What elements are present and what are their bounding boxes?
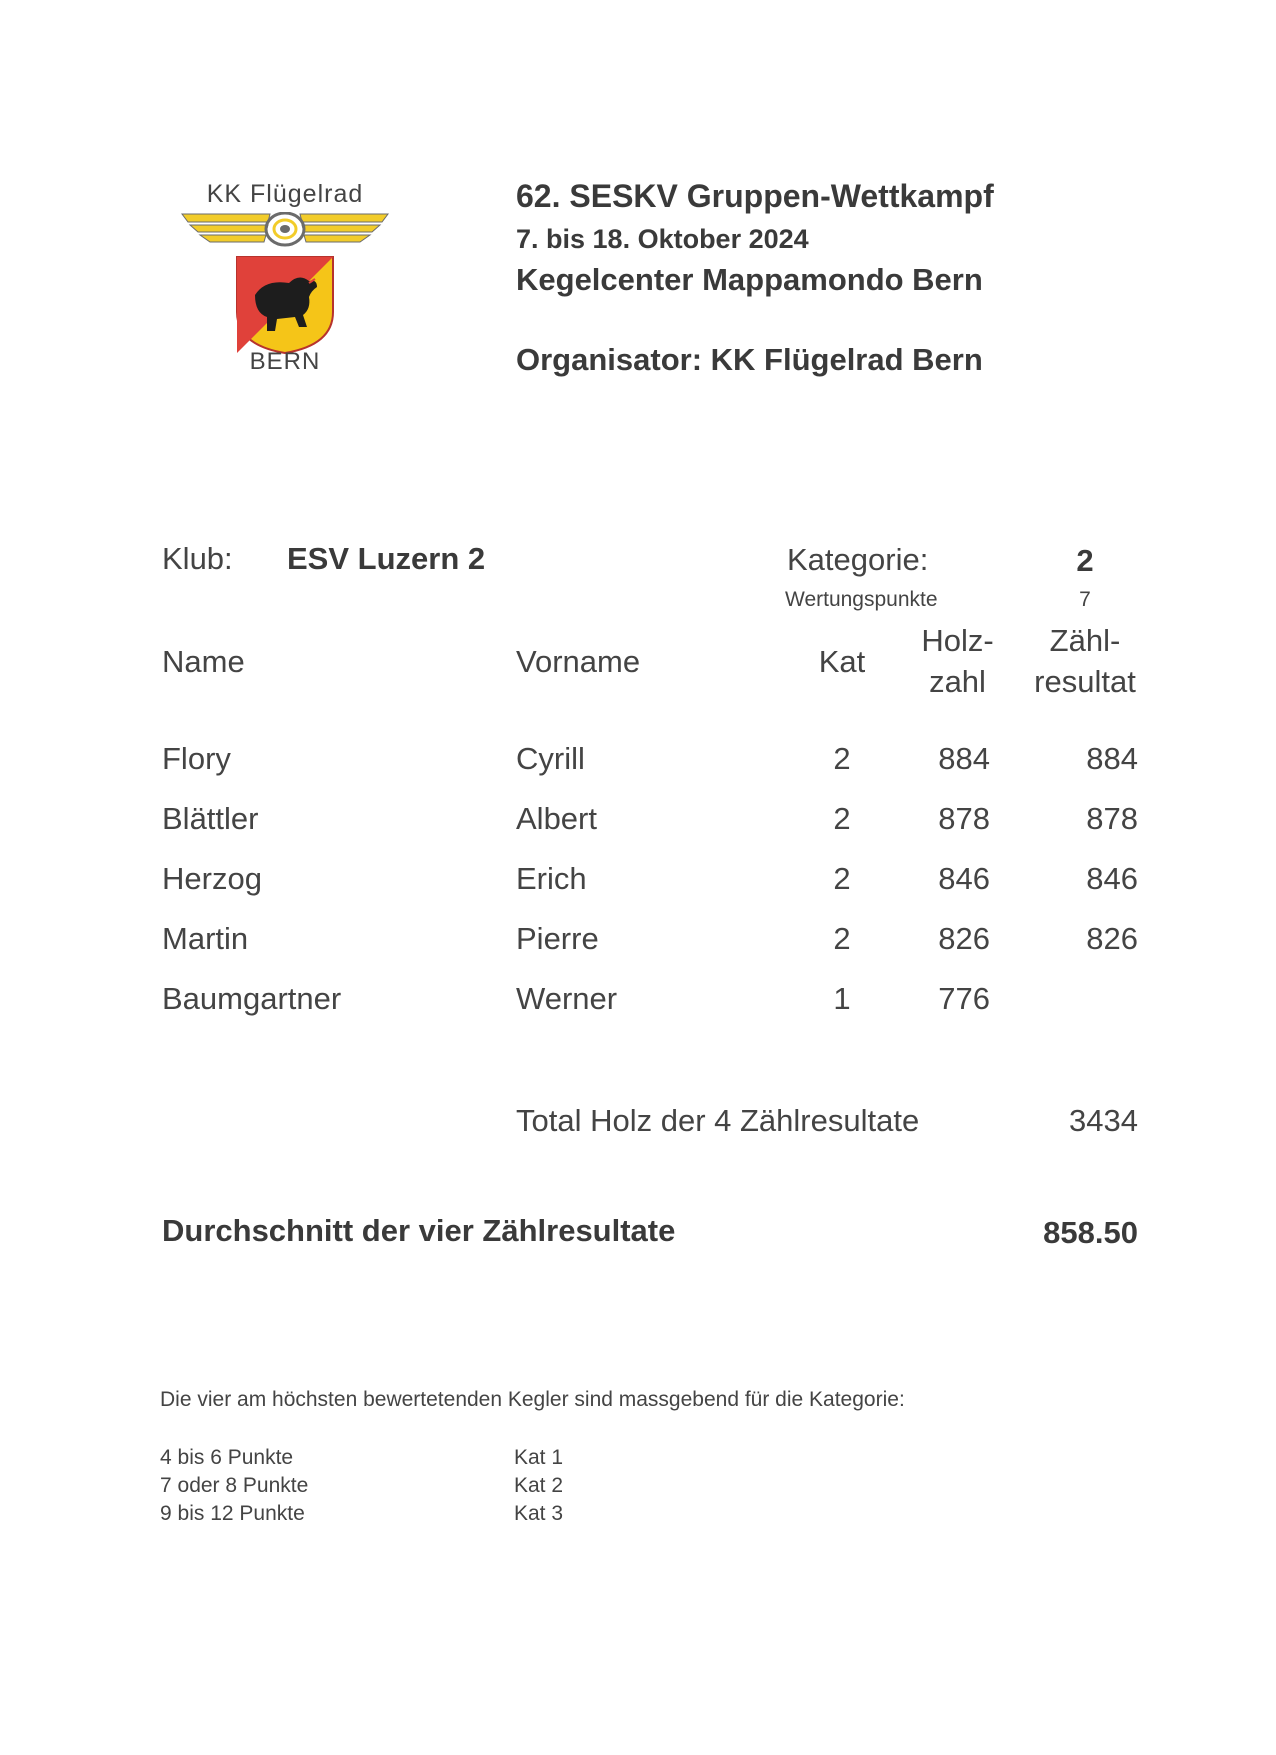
cell-name: Blättler [162,801,259,836]
points-value: 7 [1079,588,1091,611]
header-zaehlresultat-line2: resultat [1034,664,1136,699]
cell-zaehlresultat: 826 [1086,921,1138,956]
table-row [0,981,1276,1021]
category-value: 2 [1076,543,1094,578]
cell-zaehlresultat: 884 [1086,741,1138,776]
cell-holzzahl: 826 [938,921,990,956]
table-row [0,801,1276,841]
club-label: Klub: [162,541,233,576]
rule-kat: Kat 2 [514,1474,564,1497]
cell-kat: 1 [833,981,851,1016]
cell-name: Flory [162,741,231,776]
cell-zaehlresultat: 846 [1086,861,1138,896]
header-holzzahl-line1: Holz- [921,623,994,658]
header-kat: Kat [818,644,866,679]
cell-vorname: Werner [516,981,618,1016]
rule-kat: Kat 3 [514,1502,564,1525]
cell-zaehlresultat: 878 [1086,801,1138,836]
header-holzzahl-line2: zahl [929,664,986,699]
table-row [0,741,1276,781]
cell-holzzahl: 776 [938,981,990,1016]
table-row [0,861,1276,901]
cell-vorname: Pierre [516,921,599,956]
rule-points: 7 oder 8 Punkte [160,1474,309,1497]
cell-name: Martin [162,921,249,956]
event-venue: Kegelcenter Mappamondo Bern [516,262,983,297]
cell-kat: 2 [833,861,851,896]
cell-vorname: Cyrill [516,741,585,776]
total-label: Total Holz der 4 Zählresultate [516,1103,920,1138]
average-value: 858.50 [1043,1215,1138,1250]
total-value: 3434 [1069,1103,1138,1138]
club-logo [180,180,390,380]
cell-holzzahl: 878 [938,801,990,836]
rule-points: 9 bis 12 Punkte [160,1502,305,1525]
header-holzzahl [900,620,1015,702]
cell-vorname: Albert [516,801,597,836]
event-organizer: Organisator: KK Flügelrad Bern [516,342,983,377]
header-name: Name [162,644,245,679]
cell-kat: 2 [833,741,851,776]
cell-name: Baumgartner [162,981,342,1016]
club-name: ESV Luzern 2 [287,541,486,576]
logo-bottom-text: BERN [249,348,321,375]
cell-vorname: Erich [516,861,587,896]
points-label: Wertungspunkte [785,588,938,611]
cell-kat: 2 [833,921,851,956]
header-vorname: Vorname [516,644,641,679]
cell-holzzahl: 846 [938,861,990,896]
rule-kat: Kat 1 [514,1446,564,1469]
rule-points: 4 bis 6 Punkte [160,1446,294,1469]
table-row [0,921,1276,961]
header-zaehlresultat [1020,620,1150,702]
event-title: 62. SESKV Gruppen-Wettkampf [516,178,994,214]
cell-holzzahl: 884 [938,741,990,776]
category-label: Kategorie: [787,542,929,577]
logo-top-text: KK Flügelrad [206,180,364,208]
header-zaehlresultat-line1: Zähl- [1049,623,1121,658]
cell-name: Herzog [162,861,262,896]
winged-wheel-bern-shield-icon [180,212,390,357]
category-rule-intro: Die vier am höchsten bewertetenden Kegler sind massgebend für die Kategorie: [160,1388,905,1411]
cell-kat: 2 [833,801,851,836]
average-label: Durchschnitt der vier Zählresultate [162,1213,676,1248]
event-date: 7. bis 18. Oktober 2024 [516,224,809,254]
